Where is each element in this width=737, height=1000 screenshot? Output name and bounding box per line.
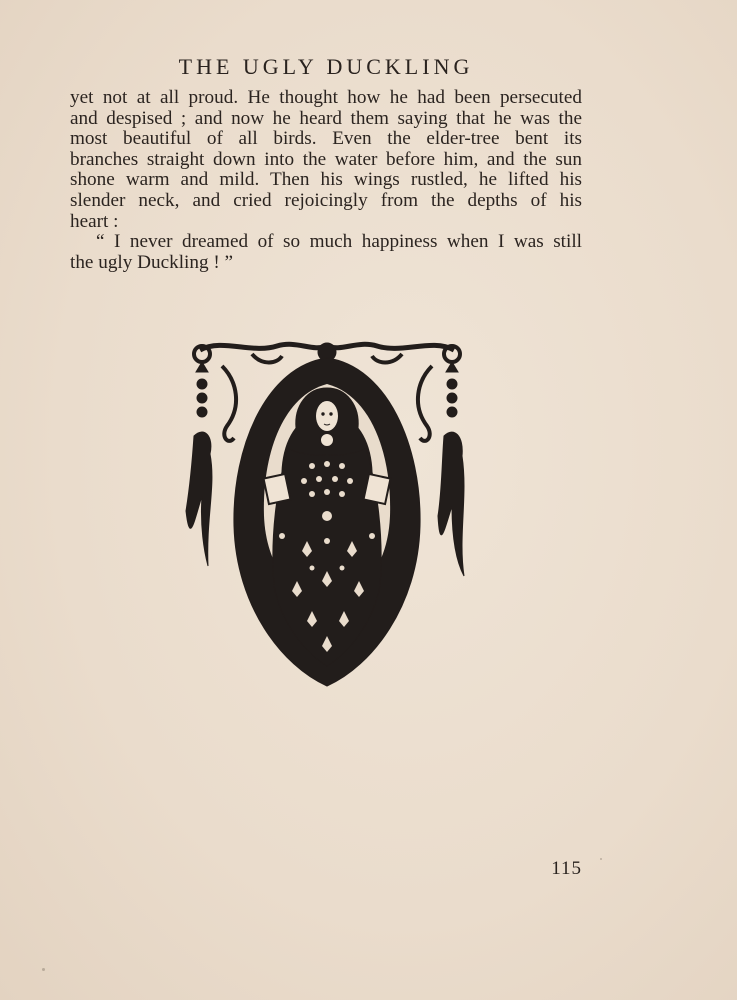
paragraph [70,88,582,232]
text-line: branches straight down into the water before him, and the sun [70,148,582,170]
text-line: slender neck, and cried rejoicingly from the depths of his [70,189,582,211]
text-line: heart : [70,210,119,232]
paper-speck [42,968,45,971]
paragraph [70,232,582,273]
ornamental-princess-vignette-icon [182,336,472,692]
paper-speck [600,858,602,860]
text-line: shone warm and mild. Then his wings rustled, he lifted his [70,169,582,191]
text-line: yet not at all proud. He thought how he had been persecuted [70,87,582,108]
text-line: and despised ; and now he heard them saying that he was the [70,107,582,129]
page-number: 115 [551,858,582,879]
text-line: the ugly Duckling ! ” [70,251,234,273]
text-line: most beautiful of all birds. Even the elder-tree bent its [70,128,582,150]
body-text [70,88,582,273]
running-head-title: THE UGLY DUCKLING [178,54,474,79]
text-line: “ I never dreamed of so much happiness when I was still [96,231,582,253]
